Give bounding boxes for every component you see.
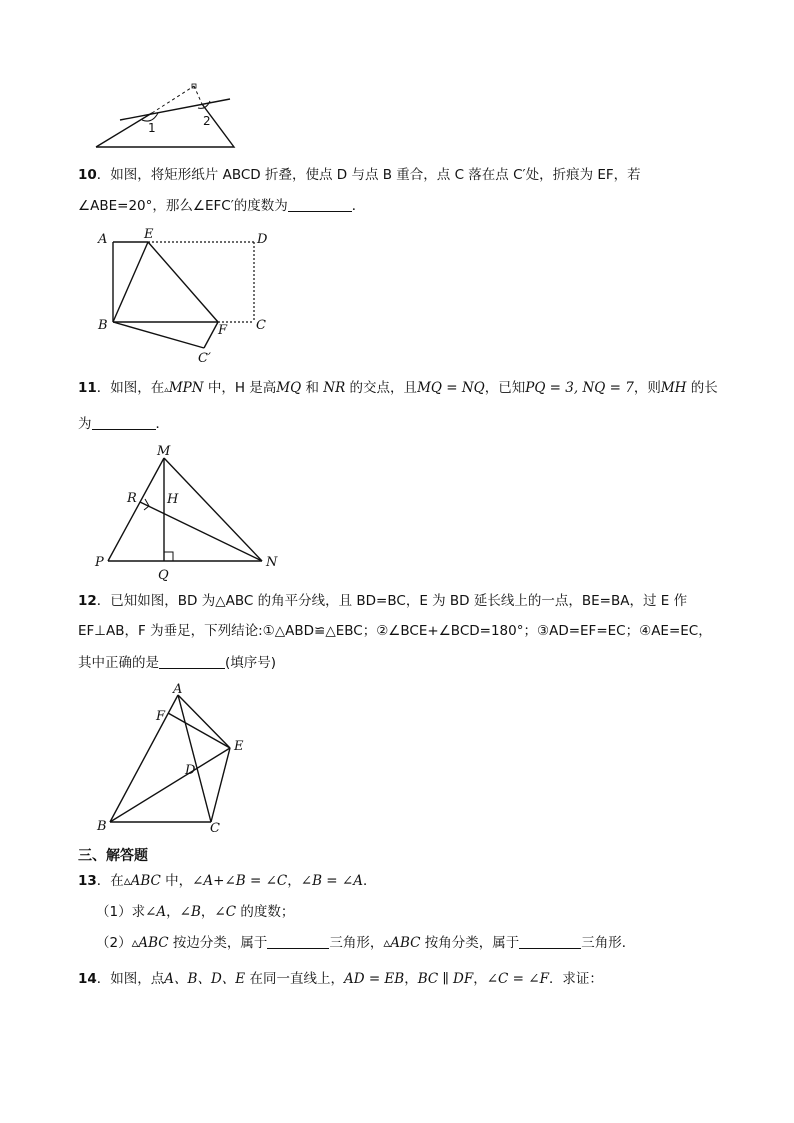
right-angle-Q bbox=[164, 552, 173, 561]
label-R: R bbox=[127, 491, 137, 506]
q10-answer-blank[interactable] bbox=[288, 197, 352, 212]
q11-line1: 11．如图，在▵MPN 中，H 是高MQ 和 NR 的交点，且MQ = NQ，已知PQ = 3, NQ = 7，则MH 的长 bbox=[78, 380, 718, 396]
figure-q11-triangle-mpn bbox=[90, 440, 290, 585]
label-P: P bbox=[95, 555, 104, 570]
edge-BE bbox=[113, 242, 148, 322]
q13-part2: （2）▵ABC 按边分类，属于 三角形，▵ABC 按角分类，属于 三角形． bbox=[96, 935, 636, 951]
label-E: E bbox=[144, 228, 154, 242]
q11-line2: 为 ． bbox=[78, 416, 169, 432]
label-B: B bbox=[97, 819, 107, 834]
segment-BE bbox=[110, 748, 230, 822]
label-D: D bbox=[257, 232, 268, 247]
q13-side-class-blank[interactable] bbox=[267, 934, 329, 949]
label-N: N bbox=[266, 555, 278, 570]
altitude-NR bbox=[140, 502, 262, 561]
q10-number: 10 bbox=[78, 167, 97, 183]
triangle-outline bbox=[96, 113, 152, 147]
label-A: A bbox=[98, 232, 108, 247]
q14-line1: 14．如图，点A、B、D、E 在同一直线上，AD = EB，BC ∥ DF，∠C = ∠F．求证： bbox=[78, 971, 603, 987]
q11-number: 11 bbox=[78, 380, 97, 396]
q12-answer-blank[interactable] bbox=[159, 654, 225, 669]
label-F: F bbox=[218, 323, 228, 338]
q13-angle-class-blank[interactable] bbox=[519, 934, 581, 949]
label-Q: Q bbox=[158, 568, 169, 583]
q14-number: 14 bbox=[78, 971, 97, 987]
q10-line2: ∠ABE=20°，那么∠EFC′的度数为 ． bbox=[78, 198, 366, 214]
q12-line3: 其中正确的是 (填序号) bbox=[78, 655, 277, 671]
label-C: C bbox=[256, 318, 266, 333]
edge-FCp bbox=[204, 322, 218, 348]
side-AB bbox=[110, 695, 178, 822]
edge-EF bbox=[148, 242, 218, 322]
figure-q9-partial bbox=[90, 80, 250, 152]
q10-line1: 10．如图，将矩形纸片 ABCD 折叠，使点 D 与点 B 重合，点 C 落在点 C′处，折痕为 EF，若 bbox=[78, 167, 641, 183]
dashed-line-2 bbox=[194, 86, 202, 104]
segment-EC bbox=[211, 748, 230, 822]
label-E: E bbox=[234, 739, 244, 754]
section-3-heading: 三、解答题 bbox=[78, 848, 148, 864]
dashed-line-1 bbox=[152, 86, 194, 113]
q11-answer-blank[interactable] bbox=[92, 415, 156, 430]
label-A: A bbox=[173, 682, 183, 697]
q13-part1: （1）求∠A，∠B，∠C 的度数； bbox=[96, 904, 295, 920]
label-H: H bbox=[167, 492, 179, 507]
segment-FE bbox=[168, 713, 230, 748]
angle-1-label: 1 bbox=[148, 121, 156, 135]
fold-line bbox=[120, 99, 230, 120]
label-F: F bbox=[156, 709, 166, 724]
q12-line1: 12．已知如图，BD 为△ABC 的角平分线，且 BD=BC，E 为 BD 延长线上的一点，BE=BA，过 E 作 bbox=[78, 593, 688, 609]
q12-line2: EF⊥AB，F 为垂足，下列结论:①△ABD≌△EBC；②∠BCE+∠BCD=180°；③AD=EF=EC；④AE=EC， bbox=[78, 623, 712, 639]
label-C: C bbox=[210, 821, 220, 836]
triangle-right-side bbox=[96, 104, 234, 147]
label-D: D bbox=[185, 763, 196, 778]
q13-number: 13 bbox=[78, 873, 97, 889]
figure-q10-rectangle-fold bbox=[94, 228, 284, 368]
label-Cprime: C′ bbox=[198, 351, 211, 366]
segment-AE bbox=[178, 695, 230, 748]
q13-line1: 13．在▵ABC 中，∠A+∠B = ∠C，∠B = ∠A． bbox=[78, 873, 377, 889]
angle-2-label: 2 bbox=[203, 114, 211, 128]
side-AC bbox=[178, 695, 211, 822]
figure-q12-quadrilateral bbox=[92, 680, 262, 838]
label-B: B bbox=[98, 318, 108, 333]
side-MN bbox=[164, 458, 262, 561]
q12-number: 12 bbox=[78, 593, 97, 609]
label-M: M bbox=[157, 444, 171, 459]
edge-BCp bbox=[113, 322, 204, 348]
